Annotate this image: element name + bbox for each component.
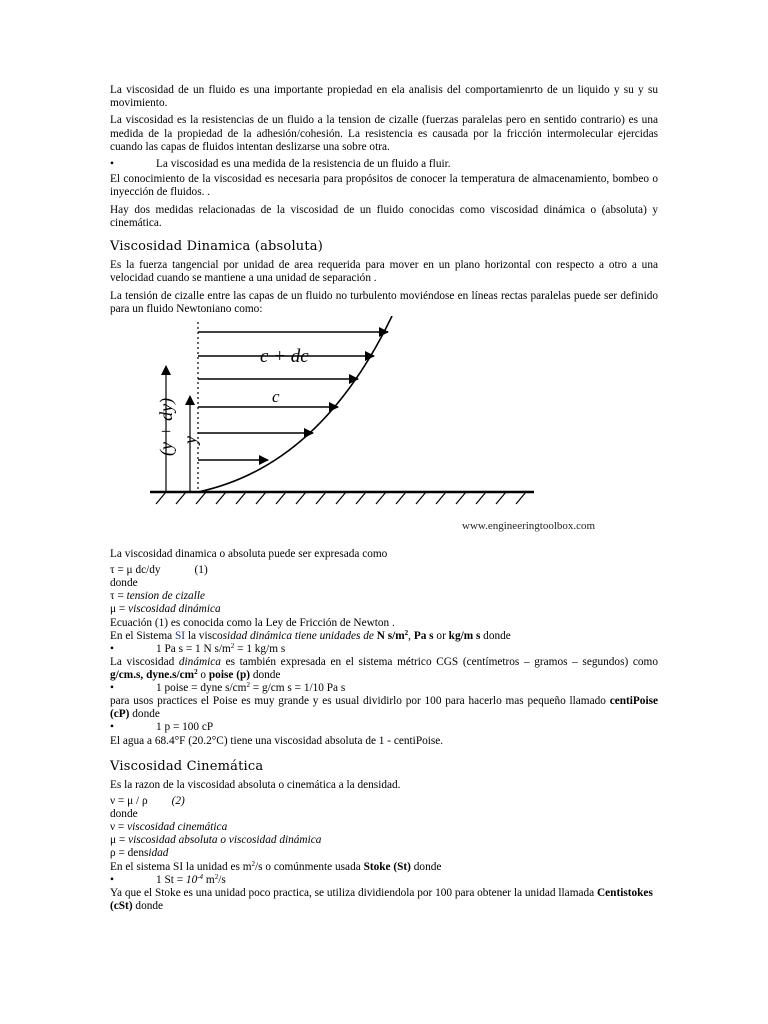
kin-si-sup: 2 [251,859,255,868]
engineering-toolbox-credit: www.engineeringtoolbox.com [462,520,596,533]
newton-law-line: Ecuación (1) es conocida como la Ley de Fricción de Newton . [110,616,395,629]
practical-text: para usos practices el Poise es muy grande y es usual dividirlo por 100 para hacerlo mas pequeño llamado [110,695,610,708]
cgs-c: es también expresada en el sistema métrico CGS (centímetros – gramos – segundos) como [220,655,658,668]
donde-2: donde [110,808,138,821]
bullet-poise-b: = g/cm s = 1/10 Pa s [249,682,346,695]
dynamic-viscosity-heading: Viscosidad Dinamica (absoluta) [110,239,324,255]
centistokes-unit: Centistokes (cSt) [110,886,653,912]
cgs-unit-poise: poise (p) [208,669,251,681]
bullet-st-d: /s [218,873,226,886]
dynamic-paragraph-1: Es la fuerza tangencial por unidad de area requerida para mover en un plano horizontal con respecto a otro a una velocidad cuando se mantiene a una unidad de separación . [110,259,658,285]
mu-symbol-2: μ = [110,834,129,847]
bullet-glyph: • [110,682,114,695]
intro-bullet [110,158,658,171]
equation-1-number: (1) [194,564,208,577]
stoke-unit: Stoke (St) [363,860,411,873]
velocity-profile-curve [198,316,392,492]
bullet-cp [110,721,658,734]
bullet-pas-a: 1 Pa s = 1 N s/m [156,642,231,655]
bullet-st-b: 10 [185,873,198,886]
label-c-dc: c + dc [260,346,309,368]
cgs-unit-1: g/cm.s, dyne.s/cm [110,669,195,681]
label-y: y [180,436,200,445]
si-text-a: En el Sistema [110,629,175,642]
bullet-glyph: • [110,873,114,886]
kinematic-si-line [110,861,658,874]
bullet-glyph: • [110,642,114,655]
si-end: donde [480,629,511,642]
donde-1: donde [110,577,138,590]
bullet-stoke-text [156,874,226,887]
bullet-pas-text [156,643,285,656]
kinematic-intro: Es la razon de la viscosidad absoluta o cinemática a la densidad. [110,778,401,791]
si-text-c: la visco [185,629,223,642]
rho-symbol: ρ = dens [110,847,149,860]
bullet-st-sup2: 2 [214,872,219,881]
practical-end: donde [129,708,160,721]
cgs-o: o [197,669,209,681]
si-unit-pas: Pa s [413,629,434,642]
intro-paragraph-3: El conocimiento de la viscosidad es necesaria para propósitos de conocer la temperatura de almacenamiento, bombeo o inyección de fluidos. . [110,173,658,199]
kinematic-viscosity-heading: Viscosidad Cinemática [110,758,264,774]
rho-definition [110,847,658,860]
tau-definition [110,590,658,603]
bullet-pas-b: = 1 kg/m s [234,642,286,655]
mu-definition [110,603,658,616]
document-page [110,84,658,913]
bullet-stoke [110,874,658,887]
centi-end: donde [132,899,164,912]
water-line: El agua a 68.4°F (20.2°C) tiene una viscosidad absoluta de 1 - centiPoise. [110,734,444,747]
dynamic-paragraph-2: La tensión de cizalle entre las capas de un fluido no turbulento moviéndose en líneas rectas paralelas puede ser definido para un fluido Newtoniano como: [110,289,658,315]
intro-paragraph-4: Hay dos medidas relacionadas de la viscosidad de un fluido conocidas como viscosidad dinámica o (absoluta) y cinemática. [110,203,658,229]
bullet-glyph: • [110,158,114,171]
rho-meaning: idad [148,847,169,860]
si-unit-kgms: kg/m s [448,629,481,642]
bullet-text: La viscosidad es una medida de la resistencia de un fluido a fluir. [156,158,451,171]
label-c: c [272,387,280,407]
bullet-st-a: 1 St = [156,873,186,886]
centistokes-line [110,887,658,913]
kin-si-end: donde [410,860,442,873]
equation-2-line [110,795,658,808]
si-separator-2: or [433,629,449,642]
bullet-poise-a: 1 poise = dyne s/cm [156,682,247,695]
bullet-poise-text [156,682,345,695]
mu-symbol: μ = [110,603,129,616]
mu-meaning: viscosidad dinámica [128,603,221,616]
wall-hatching [156,492,526,504]
si-units-line [110,630,658,643]
equation-2: ν = μ / ρ [110,795,148,808]
bullet-st-sup: -4 [197,872,204,881]
si-text-d: sidad dinámica tiene unidades de [222,629,377,642]
equation-2-number: (2) [171,795,185,808]
equation-1-line [110,564,658,577]
cgs-a: La viscosidad [110,655,179,668]
dynamic-formula-section [110,548,658,748]
nu-meaning: viscosidad cinemática [127,821,228,834]
si-separator-1: , [408,629,414,642]
intro-paragraph-2: La viscosidad es la resistencias de un fluido a la tension de cizalle (fuerzas paralelas pero en sentido contrario) es una medida de la propiedad de la adhesión/cohesión. La resistencia es causada por la fricción intermolecular ejercidas cuando las capas de fluidos intentan deslizarse una sobre otra. [110,114,658,153]
nu-symbol: ν = [110,821,128,834]
mu-definition-2 [110,834,658,847]
tau-meaning: tension de cizalle [126,590,205,603]
cgs-line [110,656,658,682]
expression-intro: La viscosidad dinamica o absoluta puede ser expresada como [110,548,388,561]
mu-meaning-2: viscosidad absoluta o viscosidad dinámica [128,834,322,847]
intro-paragraph-1: La viscosidad de un fluido es una importante propiedad en ela analisis del comportamienrto de un liquido y su y su movimiento. [110,84,658,110]
equation-1: τ = μ dc/dy [110,564,161,577]
bullet-st-c: m [203,873,215,886]
cgs-end: donde [250,669,281,681]
bullet-pas [110,643,658,656]
bullet-poise [110,682,658,695]
kinematic-formula-section [110,779,658,913]
centi-text: Ya que el Stoke es una unidad poco practica, se utiliza dividiendola por 100 para obtener la unidad llamada [110,886,597,899]
cgs-b: dinámica [178,655,221,668]
velocity-profile-diagram [100,316,648,544]
practical-line [110,695,658,721]
si-unit-nsm2-sup: 2 [404,628,409,637]
label-y-dy: (y + dy) [156,397,176,457]
nu-definition [110,821,658,834]
tau-symbol: τ = [110,590,127,603]
bullet-cp-text: 1 p = 100 cP [156,721,214,734]
kin-si-a: En el sistema SI la unidad es m [110,860,252,873]
bullet-poise-sup: 2 [246,681,250,690]
kin-si-b: /s o comúnmente usada [255,860,364,873]
bullet-glyph: • [110,721,114,734]
cgs-unit-1-sup: 2 [194,668,198,676]
velocity-profile-svg [100,316,648,544]
bullet-pas-sup: 2 [230,641,235,650]
centipoise-unit: centiPoise (cP) [110,695,658,721]
si-abbrev: SI [174,629,185,642]
si-unit-nsm2: N s/m [376,629,405,642]
